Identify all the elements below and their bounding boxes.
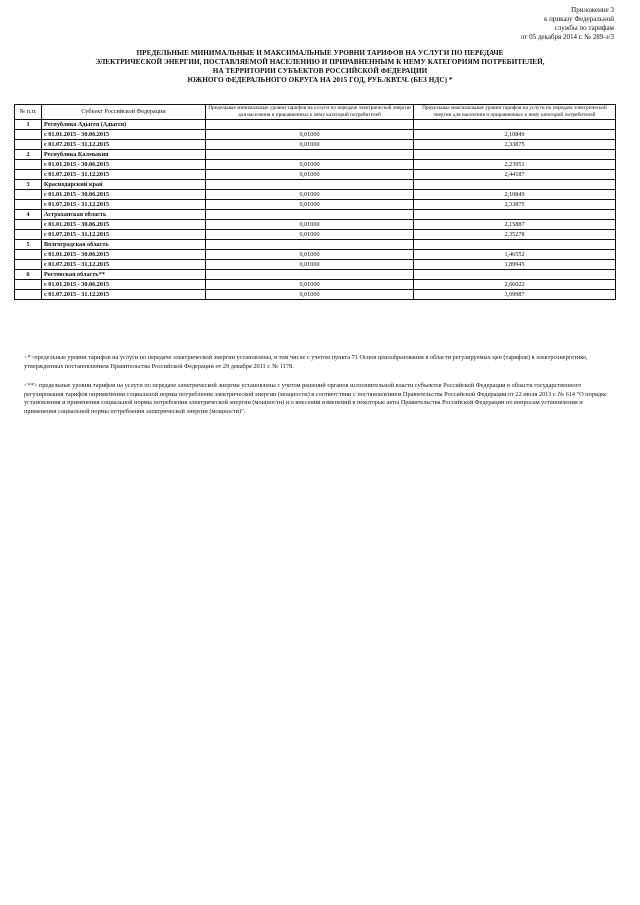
max-tariff-value: 2,35278 <box>414 230 616 240</box>
title-line: НА ТЕРРИТОРИИ СУБЪЕКТОВ РОССИЙСКОЙ ФЕДЕРАЦИИ <box>212 67 428 75</box>
region-number: 3 <box>15 180 42 190</box>
region-min-empty <box>206 120 414 130</box>
period-label: с 01.01.2015 - 30.06.2015 <box>42 130 206 140</box>
period-label: с 01.01.2015 - 30.06.2015 <box>42 160 206 170</box>
region-max-empty <box>414 240 616 250</box>
region-name: Ростовская область** <box>42 270 206 280</box>
min-tariff-value: 0,01000 <box>206 220 414 230</box>
region-row <box>15 180 616 190</box>
period-empty-cell <box>15 230 42 240</box>
title-line: ЮЖНОГО ФЕДЕРАЛЬНОГО ОКРУГА НА 2015 ГОД, РУБ./КВТ.Ч. (БЕЗ НДС) * <box>187 76 453 84</box>
footnote-1: <*>предельные уровни тарифов на услуги по передаче электрической энергии установлены, в том числе с учетом пункта 71 Основ ценообразования в области регулируемых цен (тарифов) в электроэнергетике, утвержденных постановлением Правительства Российской Федерации от 29 декабря 2011 г. № 1178. <box>24 354 588 370</box>
min-tariff-value: 0,01000 <box>206 250 414 260</box>
period-empty-cell <box>15 260 42 270</box>
period-empty-cell <box>15 130 42 140</box>
period-empty-cell <box>15 280 42 290</box>
period-label: с 01.07.2015 - 31.12.2015 <box>42 170 206 180</box>
period-empty-cell <box>15 200 42 210</box>
tariff-table <box>14 104 616 300</box>
table-body <box>15 120 616 300</box>
max-tariff-value: 2,10849 <box>414 190 616 200</box>
min-tariff-value: 0,01000 <box>206 160 414 170</box>
region-max-empty <box>414 270 616 280</box>
period-label: с 01.01.2015 - 30.06.2015 <box>42 190 206 200</box>
min-tariff-value: 0,01000 <box>206 230 414 240</box>
period-label: с 01.07.2015 - 31.12.2015 <box>42 200 206 210</box>
min-tariff-value: 0,01000 <box>206 290 414 300</box>
period-row <box>15 160 616 170</box>
max-tariff-value: 2,23951 <box>414 160 616 170</box>
period-row <box>15 280 616 290</box>
max-tariff-value: 2,10849 <box>414 130 616 140</box>
region-name: Республика Адыгея (Адыгея) <box>42 120 206 130</box>
min-tariff-value: 0,01000 <box>206 190 414 200</box>
period-row <box>15 200 616 210</box>
period-label: с 01.07.2015 - 31.12.2015 <box>42 290 206 300</box>
min-tariff-value: 0,01000 <box>206 130 414 140</box>
region-number: 6 <box>15 270 42 280</box>
period-row <box>15 170 616 180</box>
period-empty-cell <box>15 190 42 200</box>
period-row <box>15 140 616 150</box>
period-label: с 01.01.2015 - 30.06.2015 <box>42 250 206 260</box>
max-tariff-value: 3,09987 <box>414 290 616 300</box>
period-empty-cell <box>15 250 42 260</box>
period-row <box>15 230 616 240</box>
region-max-empty <box>414 150 616 160</box>
title-line: ПРЕДЕЛЬНЫЕ МИНИМАЛЬНЫЕ И МАКСИМАЛЬНЫЕ УРОВНИ ТАРИФОВ НА УСЛУГИ ПО ПЕРЕДАЧЕ <box>136 49 504 57</box>
min-tariff-value: 0,01000 <box>206 200 414 210</box>
region-max-empty <box>414 180 616 190</box>
period-row <box>15 250 616 260</box>
region-row <box>15 240 616 250</box>
period-label: с 01.01.2015 - 30.06.2015 <box>42 220 206 230</box>
period-row <box>15 260 616 270</box>
document-title <box>60 49 580 85</box>
region-name: Республика Калмыкия <box>42 150 206 160</box>
region-row <box>15 270 616 280</box>
region-number: 4 <box>15 210 42 220</box>
period-row <box>15 190 616 200</box>
min-tariff-value: 0,01000 <box>206 140 414 150</box>
region-min-empty <box>206 240 414 250</box>
region-number: 1 <box>15 120 42 130</box>
period-label: с 01.07.2015 - 31.12.2015 <box>42 140 206 150</box>
max-tariff-value: 2,33875 <box>414 140 616 150</box>
header-subject: Субъект Российской Федерации <box>42 105 206 120</box>
period-empty-cell <box>15 170 42 180</box>
annex-line: службы по тарифам <box>554 24 614 32</box>
period-row <box>15 290 616 300</box>
region-number: 2 <box>15 150 42 160</box>
period-empty-cell <box>15 220 42 230</box>
region-number: 5 <box>15 240 42 250</box>
header-min-tariff: Предельные минимальные уровни тарифов на услуги по передаче электрической энергии для населения и приравненных к нему категорий потребителей <box>206 105 414 120</box>
min-tariff-value: 0,01000 <box>206 170 414 180</box>
max-tariff-value: 2,15887 <box>414 220 616 230</box>
region-row <box>15 150 616 160</box>
max-tariff-value: 2,66022 <box>414 280 616 290</box>
region-min-empty <box>206 180 414 190</box>
region-row <box>15 210 616 220</box>
period-label: с 01.01.2015 - 30.06.2015 <box>42 280 206 290</box>
max-tariff-value: 1,89945 <box>414 260 616 270</box>
period-row <box>15 220 616 230</box>
title-line: ЭЛЕКТРИЧЕСКОЙ ЭНЕРГИИ, ПОСТАВЛЯЕМОЙ НАСЕЛЕНИЮ И ПРИРАВНЕННЫМ К НЕМУ КАТЕГОРИЯМ ПОТРЕБИТЕЛЕЙ, <box>95 58 545 66</box>
region-name: Астраханская область <box>42 210 206 220</box>
max-tariff-value: 2,33875 <box>414 200 616 210</box>
min-tariff-value: 0,01000 <box>206 260 414 270</box>
footnote-2: <**> предельные уровни тарифов на услуги по передаче электрической энергии установлены с учетом решений органов исполнительной власти субъектов Российской Федерации в области государственного регулирования тарифов оприменении социальной нормы потребления электрической энергии (мощности) в соответствии с постановлением Правительства Российской Федерации от 22 июля 2013 г. № 614 "О порядке установления и применения социальной нормы потребления электрической энергии (мощности) и о внесении изменений в некоторые акты Правительства Российской Федерации по вопросам установления и применения социальной нормы потребления электрической энергии (мощности)". <box>24 382 607 415</box>
region-row <box>15 120 616 130</box>
annex-line: от 05 декабря 2014 г. № 289-э/3 <box>520 33 614 41</box>
period-row <box>15 130 616 140</box>
region-min-empty <box>206 210 414 220</box>
region-max-empty <box>414 120 616 130</box>
max-tariff-value: 2,44187 <box>414 170 616 180</box>
period-empty-cell <box>15 290 42 300</box>
max-tariff-value: 1,46552 <box>414 250 616 260</box>
annex-line: Приложение 3 <box>571 6 614 14</box>
region-min-empty <box>206 270 414 280</box>
period-label: с 01.07.2015 - 31.12.2015 <box>42 260 206 270</box>
min-tariff-value: 0,01000 <box>206 280 414 290</box>
period-empty-cell <box>15 160 42 170</box>
period-label: с 01.07.2015 - 31.12.2015 <box>42 230 206 240</box>
table-header-row <box>15 105 616 120</box>
header-max-tariff: Предельные максимальные уровни тарифов на услуги по передаче электрической энергии для населения и приравненных к нему категорий потребителей <box>414 105 616 120</box>
region-name: Краснодарский край <box>42 180 206 190</box>
annex-reference <box>434 6 614 42</box>
region-min-empty <box>206 150 414 160</box>
region-name: Волгоградская область <box>42 240 206 250</box>
region-max-empty <box>414 210 616 220</box>
annex-line: к приказу Федеральной <box>544 15 614 23</box>
period-empty-cell <box>15 140 42 150</box>
header-number: № п.п. <box>15 105 42 120</box>
